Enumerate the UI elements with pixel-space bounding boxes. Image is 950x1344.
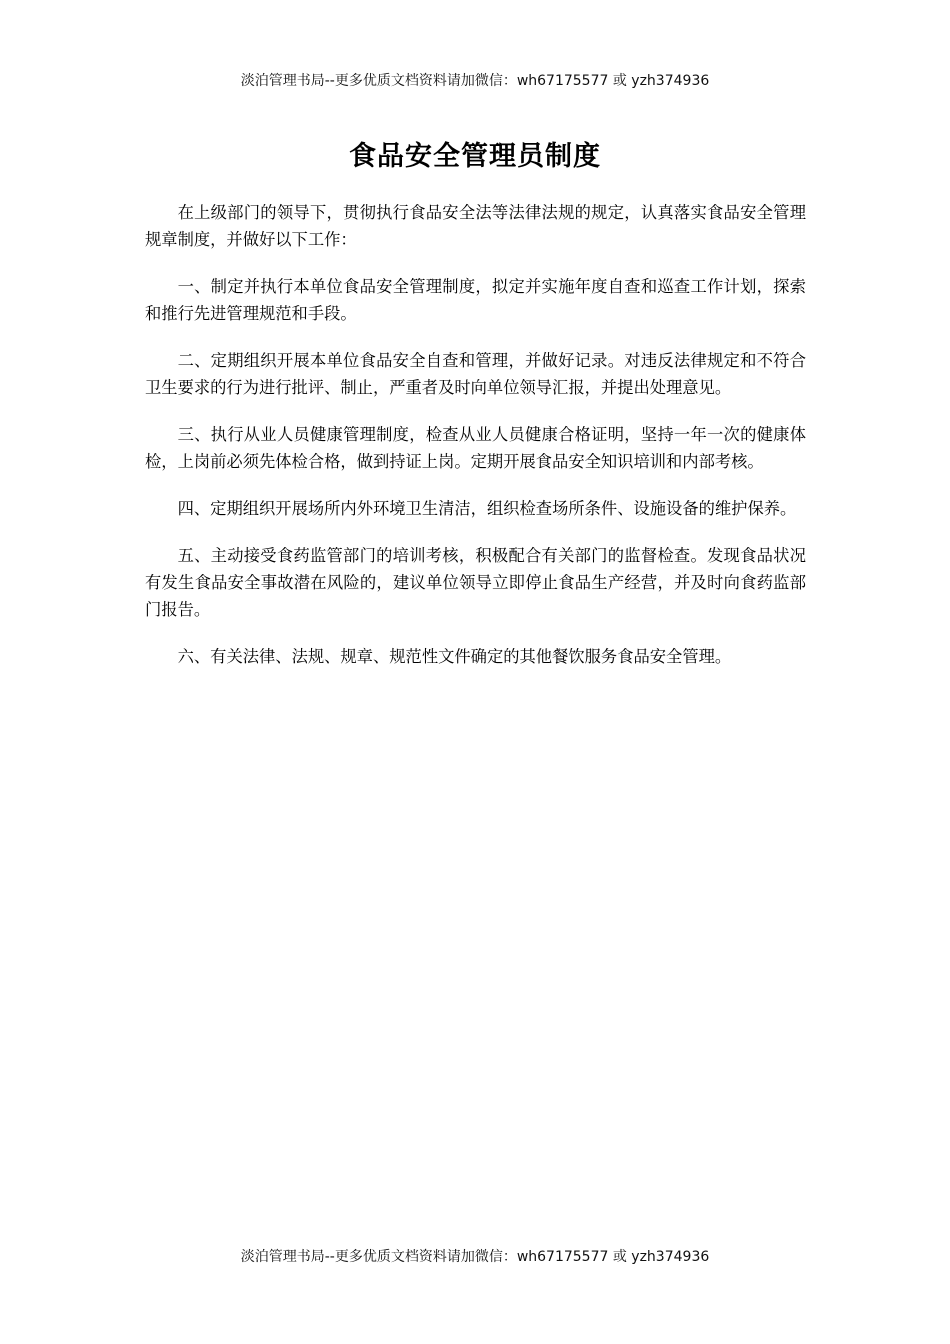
paragraph-item-3: 三、执行从业人员健康管理制度，检查从业人员健康合格证明，坚持一年一次的健康体检，上岗前必须先体检合格，做到持证上岗。定期开展食品安全知识培训和内部考核。	[145, 425, 806, 471]
paragraph-item-1: 一、制定并执行本单位食品安全管理制度，拟定并实施年度自查和巡查工作计划，探索和推行先进管理规范和手段。	[145, 277, 806, 323]
document-title: 食品安全管理员制度	[349, 141, 601, 172]
paragraph-item-5: 五、主动接受食药监管部门的培训考核，积极配合有关部门的监督检查。发现食品状况有发生食品安全事故潜在风险的，建议单位领导立即停止食品生产经营，并及时向食药监部门报告。	[145, 546, 806, 619]
paragraph-item-2: 二、定期组织开展本单位食品安全自查和管理，并做好记录。对违反法律规定和不符合卫生要求的行为进行批评、制止，严重者及时向单位领导汇报，并提出处理意见。	[145, 351, 806, 397]
intro-paragraph: 在上级部门的领导下，贯彻执行食品安全法等法律法规的规定，认真落实食品安全管理规章制度，并做好以下工作：	[145, 203, 806, 249]
page-footer: 淡泊管理书局--更多优质文档资料请加微信：wh67175577 或 yzh374936	[240, 1249, 710, 1265]
page-header: 淡泊管理书局--更多优质文档资料请加微信：wh67175577 或 yzh374936	[240, 73, 710, 89]
document-body	[145, 199, 806, 690]
paragraph-item-6: 六、有关法律、法规、规章、规范性文件确定的其他餐饮服务食品安全管理。	[177, 647, 732, 666]
paragraph-item-4: 四、定期组织开展场所内外环境卫生清洁，组织检查场所条件、设施设备的维护保养。	[177, 499, 797, 518]
